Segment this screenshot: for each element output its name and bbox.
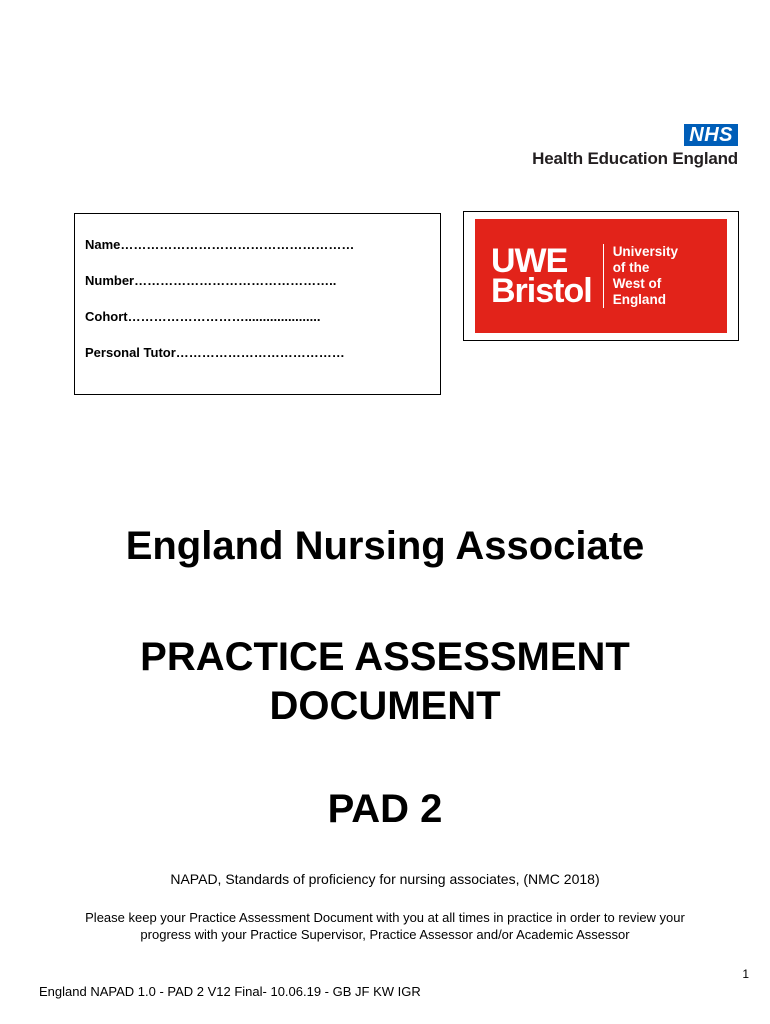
- document-subtitle: [0, 633, 770, 731]
- uwe-wordmark: [491, 242, 592, 310]
- student-details-box: [74, 213, 441, 395]
- uwe-subtitle-line: England: [612, 292, 666, 307]
- uwe-subtitle-line: University: [612, 244, 678, 259]
- uwe-subtitle: [613, 244, 678, 308]
- personal-tutor-field: Personal Tutor…………………………………: [85, 345, 345, 360]
- standards-reference: NAPAD, Standards of proficiency for nursing associates, (NMC 2018): [170, 871, 600, 887]
- cohort-field: Cohort……………………….....................: [85, 309, 321, 324]
- uwe-word: UWE: [491, 242, 568, 280]
- document-title: England Nursing Associate: [125, 524, 645, 568]
- uwe-logo-frame: [463, 211, 739, 341]
- nhs-header: [488, 124, 738, 169]
- subtitle-line-2: DOCUMENT: [269, 684, 501, 728]
- pad-label: PAD 2: [327, 787, 443, 831]
- page-number: 1: [742, 967, 749, 981]
- org-name: Health Education England: [532, 149, 738, 168]
- uwe-subtitle-line: West of: [612, 276, 662, 291]
- bristol-word: Bristol: [491, 272, 592, 310]
- name-field: Name………………………………………………: [85, 237, 355, 252]
- uwe-subtitle-line: of the: [612, 260, 650, 275]
- nhs-logo: NHS: [684, 124, 738, 146]
- instruction-text: Please keep your Practice Assessment Document with you at all times in practice in order to review your progress with your Practice Supervisor, Practice Assessor and/or Academic Assessor: [85, 910, 685, 942]
- uwe-bristol-logo: [475, 219, 727, 333]
- subtitle-line-1: PRACTICE ASSESSMENT: [140, 635, 630, 679]
- footer-version: England NAPAD 1.0 - PAD 2 V12 Final- 10.06.19 - GB JF KW IGR: [39, 984, 421, 999]
- number-field: Number………………………………………..: [85, 273, 337, 288]
- logo-divider: [603, 244, 604, 308]
